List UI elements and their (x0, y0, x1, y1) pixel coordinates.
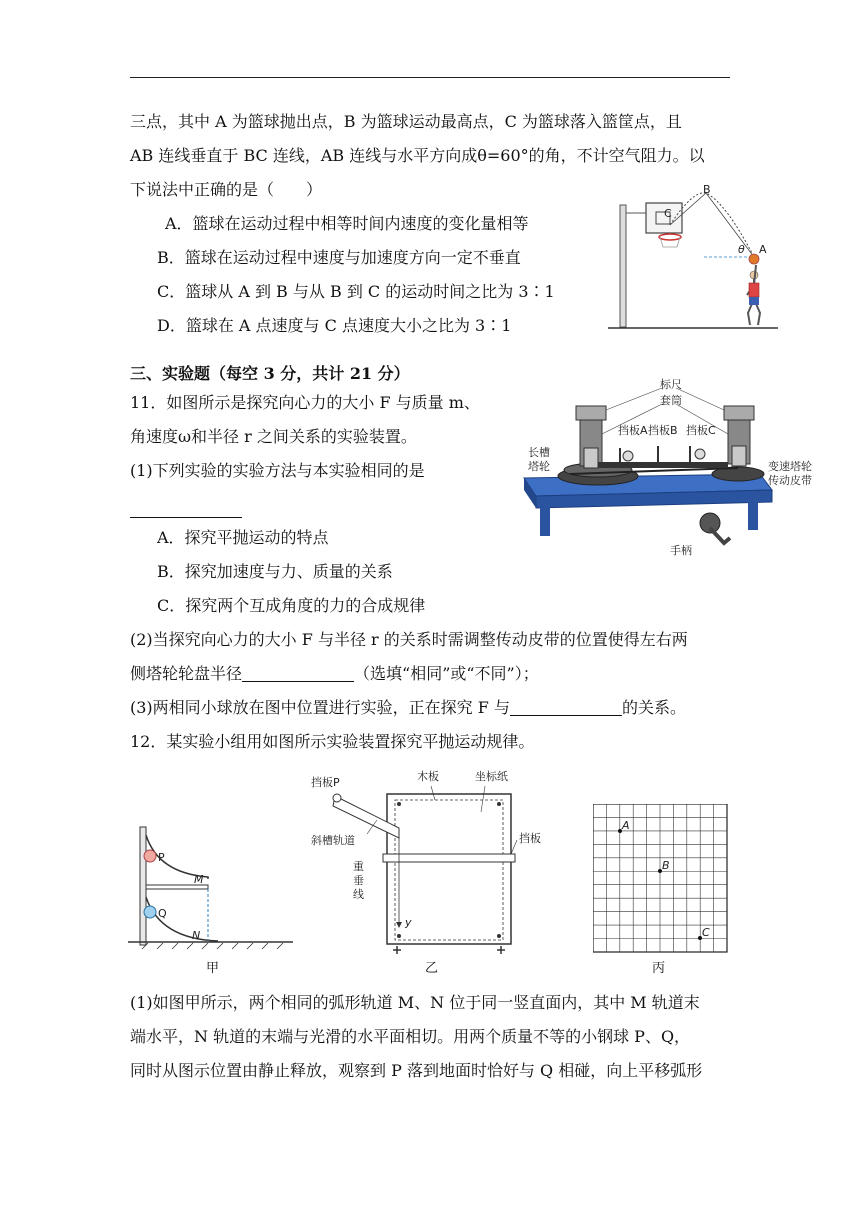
fig-label-variable-wheel: 变速塔轮 (768, 460, 812, 473)
q10-line-2: AB 连线垂直于 BC 连线，AB 连线与水平方向成θ=60°的角，不计空气阻力。以 (130, 146, 705, 165)
fig-label-handle: 手柄 (670, 544, 692, 557)
q11-line-2: 角速度ω和半径 r 之间关系的实验装置。 (130, 427, 417, 446)
fig-label-plumb-1: 重 (353, 860, 364, 873)
fig-label-belt: 传动皮带 (768, 474, 812, 487)
fig-label-n: N (192, 929, 201, 942)
q11-line-1: 11．如图所示是探究向心力的大小 F 与质量 m、 (130, 393, 480, 412)
fig-label-board: 木板 (417, 770, 439, 783)
q12-line-1: 12．某实验小组用如图所示实验装置探究平抛运动规律。 (130, 732, 535, 751)
q11-option-a: A．探究平抛运动的特点 (157, 528, 329, 547)
fig-label-baffle-p: 挡板P (311, 776, 340, 789)
fig-label-baffle: 挡板 (519, 832, 541, 845)
q12-part-1-line-2: 端水平，N 轨道的末端与光滑的水平面相切。用两个质量不等的小钢球 P、Q， (130, 1027, 691, 1046)
q11-option-c: C．探究两个互成角度的力的合成规律 (157, 596, 426, 615)
fig-label-p: P (158, 851, 165, 864)
grid-label-c: C (702, 926, 710, 939)
fig-label-sleeve: 套筒 (660, 394, 682, 407)
q10-option-a: A．篮球在运动过程中相等时间内速度的变化量相等 (165, 214, 529, 233)
q12-part-1-line-1: (1)如图甲所示，两个相同的弧形轨道 M、N 位于同一竖直面内，其中 M 轨道末 (130, 993, 700, 1012)
fig-label-paper: 坐标纸 (475, 770, 508, 783)
grid-label-b: B (662, 859, 670, 872)
figure-bing (593, 804, 729, 954)
fig-label-tower-wheel: 塔轮 (528, 460, 550, 473)
fig-label-ruler: 标尺 (660, 378, 682, 391)
caption-yi: 乙 (425, 961, 439, 976)
fig-label-baffle-b: 挡板B (648, 424, 678, 437)
fig-label-baffle-a: 挡板A (618, 424, 648, 437)
header-rule (130, 77, 730, 78)
fig-label-c: C (664, 207, 672, 220)
caption-bing: 丙 (652, 961, 666, 976)
q11-answer-blank-1[interactable] (130, 500, 242, 520)
figure-yi (305, 766, 565, 956)
fig-label-m: M (194, 873, 204, 886)
fig-label-baffle-c: 挡板C (686, 424, 716, 437)
q11-part-1: (1)下列实验的实验方法与本实验相同的是 (130, 461, 425, 480)
fig-label-b: B (703, 185, 711, 196)
q11-part-2-line-2 (130, 664, 539, 684)
q10-line-3: 下说法中正确的是（ ） (130, 180, 323, 199)
q10-option-c: C．篮球从 A 到 B 与从 B 到 C 的运动时间之比为 3∶1 (157, 282, 555, 301)
q10-option-b: B．篮球在运动过程中速度与加速度方向一定不垂直 (157, 248, 521, 267)
q12-part-1-line-3: 同时从图示位置由静止释放，观察到 P 落到地面时恰好与 Q 相碰，向上平移弧形 (130, 1061, 703, 1080)
q11-answer-blank-3[interactable] (510, 699, 622, 716)
fig-label-plumb-3: 线 (353, 888, 364, 901)
q11-part-2-suffix: （选填“相同”或“不同”）； (354, 664, 539, 683)
fig-label-track: 斜槽轨道 (311, 834, 355, 847)
q11-part-2-line-1: (2)当探究向心力的大小 F 与半径 r 的关系时需调整传动皮带的位置使得左右两 (130, 630, 688, 649)
q11-part-2-prefix: 侧塔轮轮盘半径 (130, 664, 243, 683)
fig-label-a: A (759, 243, 767, 256)
fig-label-q: Q (158, 907, 167, 920)
fig-label-long-slot: 长槽 (528, 446, 550, 459)
section-3-heading: 三、实验题（每空 3 分，共计 21 分） (130, 364, 410, 383)
q11-part-3-suffix: 的关系。 (621, 698, 686, 717)
q10-option-d: D．篮球在 A 点速度与 C 点速度大小之比为 3∶1 (157, 316, 512, 335)
fig-label-plumb-2: 垂 (353, 874, 364, 887)
q11-answer-blank-2[interactable] (242, 665, 354, 682)
caption-jia: 甲 (206, 961, 220, 976)
q11-option-b: B．探究加速度与力、质量的关系 (157, 562, 393, 581)
q11-part-3-prefix: (3)两相同小球放在图中位置进行实验，正在探究 F 与 (130, 698, 510, 717)
grid-label-a: A (622, 819, 630, 832)
q11-part-3 (130, 698, 686, 718)
fig-label-theta: θ (738, 243, 745, 256)
centripetal-apparatus-figure (510, 378, 830, 563)
basketball-figure (608, 185, 778, 335)
figure-jia (128, 825, 298, 950)
fig-label-y: y (405, 916, 412, 929)
q10-line-1: 三点，其中 A 为篮球抛出点，B 为篮球运动最高点，C 为篮球落入篮筐点，且 (130, 112, 682, 131)
